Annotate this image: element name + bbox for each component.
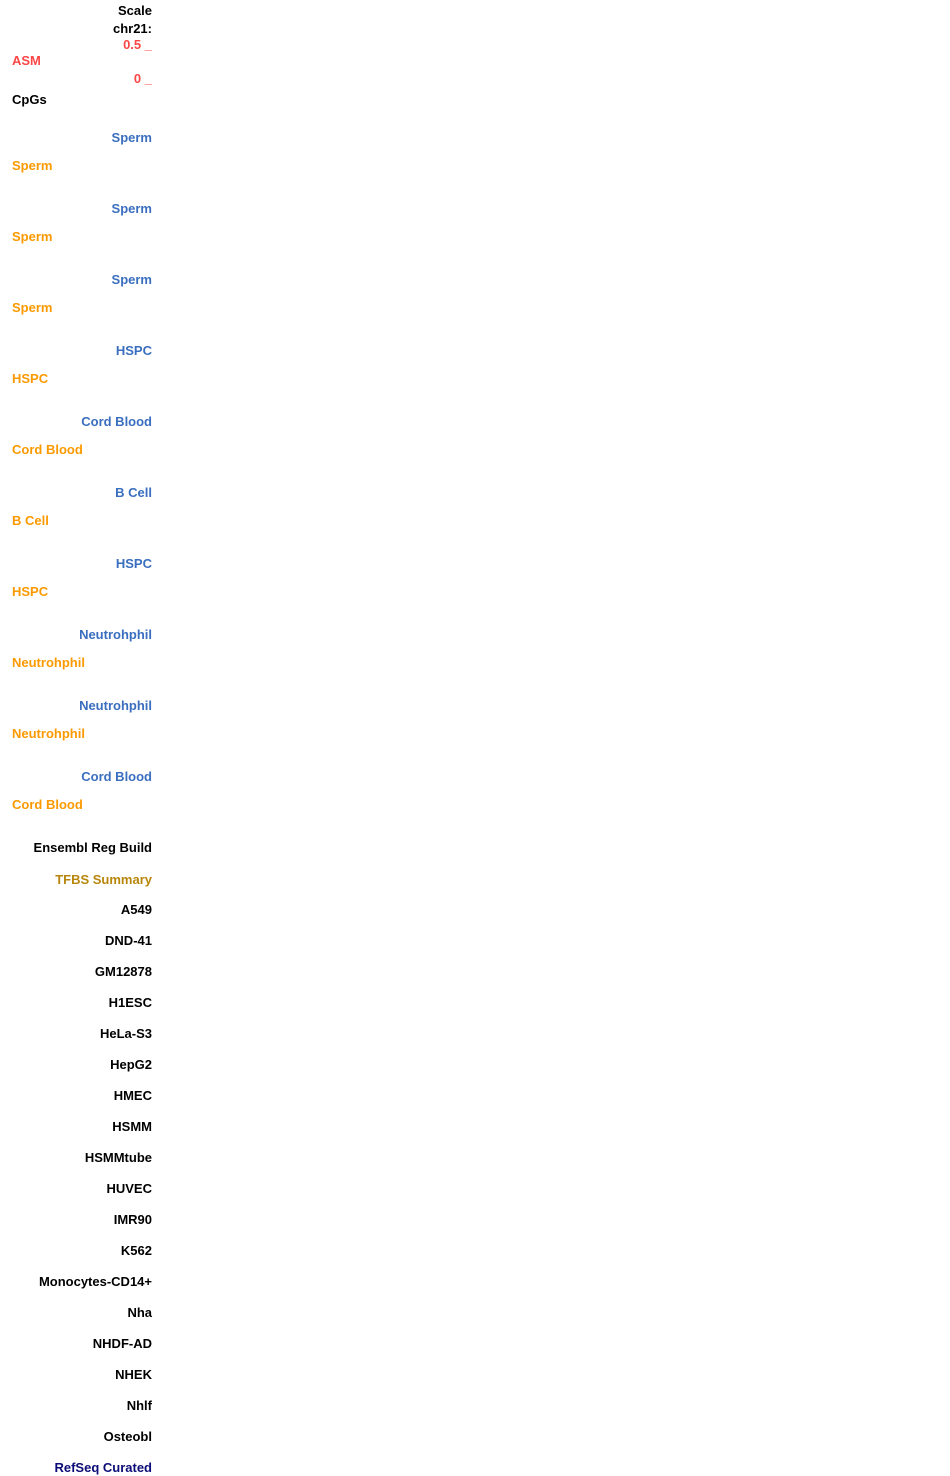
track-label-sperm-1-orange[interactable]: Sperm — [12, 158, 53, 173]
track-label-hsmmtube[interactable]: HSMMtube — [84, 1150, 152, 1165]
track-label-monocytes-cd14[interactable]: Monocytes-CD14+ — [38, 1274, 152, 1289]
track-label-dnd-41[interactable]: DND-41 — [105, 933, 152, 948]
track-label-nhek[interactable]: NHEK — [115, 1367, 152, 1382]
track-label-h1esc[interactable]: H1ESC — [108, 995, 152, 1010]
track-label-b-cell-orange[interactable]: B Cell — [12, 513, 49, 528]
track-label-hepg2[interactable]: HepG2 — [110, 1057, 152, 1072]
track-label-hspc-2-blue[interactable]: HSPC — [115, 556, 152, 571]
track-label-neutrohphil-2-orange[interactable]: Neutrohphil — [12, 726, 85, 741]
track-label-huvec[interactable]: HUVEC — [106, 1181, 152, 1196]
track-label-cord-blood-1-orange[interactable]: Cord Blood — [12, 442, 83, 457]
track-label-cpgs[interactable]: CpGs — [12, 92, 47, 107]
track-label-nha[interactable]: Nha — [127, 1305, 152, 1320]
track-data-area-blank — [160, 0, 950, 1476]
track-label-neutrohphil-1-blue[interactable]: Neutrohphil — [79, 627, 152, 642]
track-label-refseq-curated[interactable]: RefSeq Curated — [54, 1460, 152, 1475]
track-label-b-cell-blue[interactable]: B Cell — [115, 485, 152, 500]
track-label-sperm-2-blue[interactable]: Sperm — [111, 201, 152, 216]
track-label-sperm-1-blue[interactable]: Sperm — [111, 130, 152, 145]
track-label-cord-blood-2-orange[interactable]: Cord Blood — [12, 797, 83, 812]
track-label-cord-blood-2-blue[interactable]: Cord Blood — [81, 769, 152, 784]
track-label-hmec[interactable]: HMEC — [113, 1088, 152, 1103]
track-label-sperm-3-orange[interactable]: Sperm — [12, 300, 53, 315]
track-label-sperm-3-blue[interactable]: Sperm — [111, 272, 152, 287]
track-label-nhdf-ad[interactable]: NHDF-AD — [92, 1336, 152, 1351]
track-label-hsmm[interactable]: HSMM — [112, 1119, 152, 1134]
track-label-a549[interactable]: A549 — [120, 902, 152, 917]
track-label-hspc-2-orange[interactable]: HSPC — [12, 584, 49, 599]
track-label-hspc-1-blue[interactable]: HSPC — [115, 343, 152, 358]
track-label-neutrohphil-2-blue[interactable]: Neutrohphil — [79, 698, 152, 713]
track-label-imr90[interactable]: IMR90 — [113, 1212, 152, 1227]
track-label-hela-s3[interactable]: HeLa-S3 — [99, 1026, 152, 1041]
scale-label: Scale — [118, 3, 152, 18]
track-label-ensembl-reg-build[interactable]: Ensembl Reg Build — [33, 840, 152, 855]
track-label-sperm-2-orange[interactable]: Sperm — [12, 229, 53, 244]
track-label-neutrohphil-1-orange[interactable]: Neutrohphil — [12, 655, 85, 670]
track-label-cord-blood-1-blue[interactable]: Cord Blood — [81, 414, 152, 429]
asm-axis-max-label: 0.5 _ — [123, 37, 152, 52]
track-label-nhlf[interactable]: Nhlf — [126, 1398, 152, 1413]
track-label-k562[interactable]: K562 — [120, 1243, 152, 1258]
track-label-gm12878[interactable]: GM12878 — [94, 964, 152, 979]
asm-axis-min-label: 0 _ — [133, 71, 152, 86]
track-label-osteobl[interactable]: Osteobl — [103, 1429, 152, 1444]
position-label: chr21: — [112, 21, 152, 36]
track-label-hspc-1-orange[interactable]: HSPC — [12, 371, 49, 386]
track-label-asm[interactable]: ASM — [12, 53, 41, 68]
track-label-tfbs-summary[interactable]: TFBS Summary — [55, 872, 152, 887]
